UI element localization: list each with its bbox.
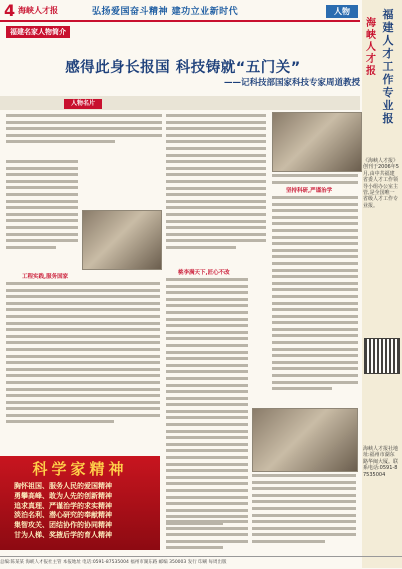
banner-line-4: 淡泊名利、潜心研究的奉献精神 bbox=[14, 511, 112, 520]
qr-code-icon bbox=[364, 338, 400, 374]
banner-line-3: 追求真理、严谨治学的求实精神 bbox=[14, 501, 112, 510]
field-photo bbox=[252, 408, 358, 472]
article-title: 感得此身长报国 科技铸就“五门关” bbox=[65, 60, 301, 76]
banner-title: 科学家精神 bbox=[32, 460, 128, 478]
profile-label: 人物名片 bbox=[64, 99, 102, 109]
text-column-2 bbox=[166, 114, 266, 252]
column-tag: 福建名家人物简介 bbox=[6, 26, 70, 38]
banner-line-2: 勇攀高峰、敢为人先的创新精神 bbox=[14, 491, 112, 500]
text-column-5 bbox=[252, 474, 356, 547]
text-column-6 bbox=[166, 520, 248, 553]
profile-band bbox=[0, 96, 360, 110]
section-badge: 人物 bbox=[326, 5, 358, 18]
subhead-2: 桃李满天下,匠心不改 bbox=[178, 270, 230, 276]
sidebar-title-a: 福建人才工作专业报 bbox=[382, 8, 394, 125]
banner-line-5: 集智攻关、团结协作的协同精神 bbox=[14, 521, 112, 530]
intro-text-block bbox=[6, 114, 162, 154]
text-column-4 bbox=[272, 174, 358, 187]
sidebar-contact: 海峡人才报社地址:福州市湖东路华闽大厦。联系电话:0591-87535004 bbox=[363, 446, 399, 478]
header-slogan: 弘扬爱国奋斗精神 建功立业新时代 bbox=[92, 7, 239, 17]
text-column-3 bbox=[166, 278, 248, 529]
lab-photo bbox=[272, 112, 362, 172]
paper-name: 海峡人才报 bbox=[18, 5, 58, 15]
sidebar-text: 《海峡人才报》创刊于2006年5月,由中共福建省委人才工作领导小组办公室主管,是全国唯一省级人才工作专业报。 bbox=[363, 158, 399, 209]
sidebar-title-b: 海峡人才报 bbox=[366, 18, 376, 77]
text-column-1b bbox=[6, 282, 160, 427]
subhead-3: 坚持科研,严谨治学 bbox=[286, 188, 333, 194]
subhead-1: 工程实践,服务国家 bbox=[22, 274, 69, 280]
article-subtitle: ——记科技部国家科技专家周道教授 bbox=[223, 78, 360, 88]
page-footer: 总编:陈某某 海峡人才报社主管 本报地址 电话:0591-87535004 福州市湖东路 邮编 350003 发行 印刷 每周出版 bbox=[0, 556, 402, 569]
page-number: 4 bbox=[4, 1, 16, 20]
text-column-1 bbox=[6, 160, 78, 252]
banner-line-6: 甘为人梯、奖掖后学的育人精神 bbox=[14, 530, 112, 539]
text-column-4b bbox=[272, 196, 358, 394]
teaching-photo bbox=[82, 210, 162, 270]
banner-line-1: 胸怀祖国、服务人民的爱国精神 bbox=[14, 482, 112, 490]
banner-lines bbox=[14, 482, 154, 541]
